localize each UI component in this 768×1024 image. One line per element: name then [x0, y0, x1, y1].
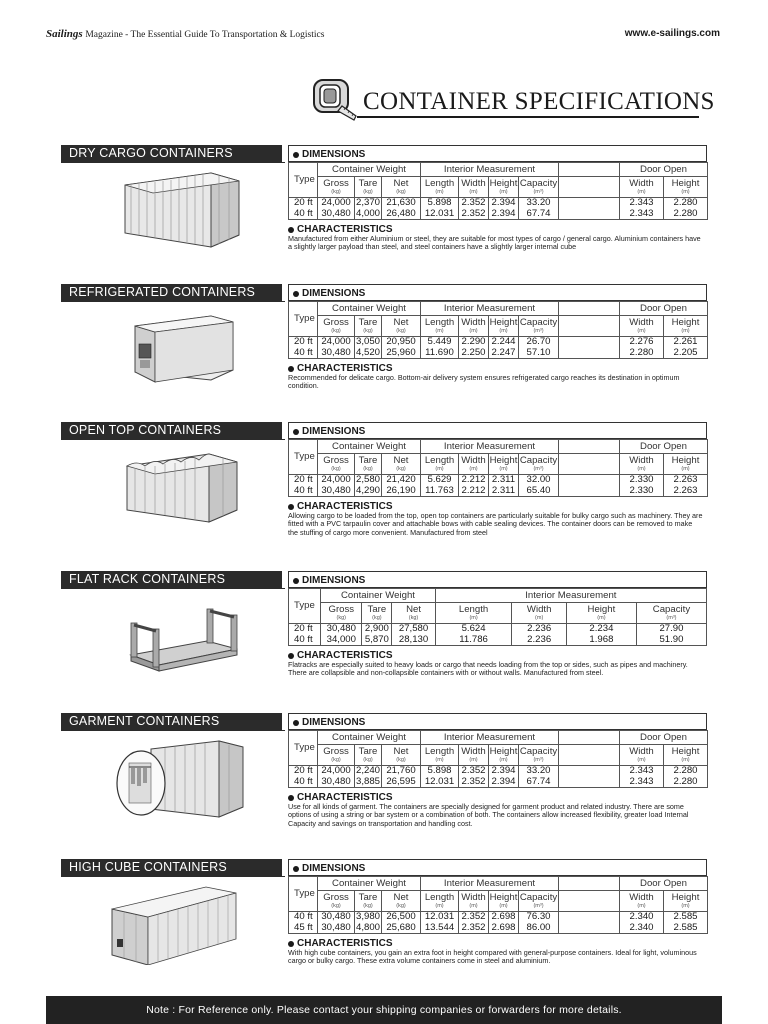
characteristics-text: Flatracks are especially suited to heavy loads or cargo that needs loading from the top or sides, such as pipes and machinery. There are collapsible and non-collapsible containers with or without walls. Manufactured from steel.	[288, 660, 688, 678]
dimensions-panel	[288, 422, 707, 537]
dimensions-heading: DIMENSIONS	[288, 713, 707, 730]
refrigerated-container-icon	[115, 308, 245, 390]
spec-table: Type Container Weight Interior Measurement Door Open Gross (kg) Tare (kg) Net (kg) Length (m) Width (m) Height (m) Capacity (m³) Width (m) Height (m) 20 ft 40 ft 24,000 30,480 2,370 4,000 21,630 26,480 5.898 12.031 2.352 2.352 2.394 2.394 33.20 67.74 2.343 2.343 2.280 2.280	[288, 162, 708, 220]
characteristics-text: Manufactured from either Aluminium or steel, they are suitable for most types of cargo / general cargo. Aluminium containers have a slightly larger payload than steel, and steel containers have a slightly larger internal cube	[288, 234, 701, 252]
dimensions-panel	[288, 571, 707, 678]
characteristics-text: Use for all kinds of garment. The containers are specially designed for garment product and related industry. There are some options of using a string or bar system or a combination of both. The containers allow increased flexibility, greater load Internal Capacity and savings on transportation and handling cost.	[288, 802, 689, 828]
spec-table: Type Container Weight Interior Measurement Door Open Gross (kg) Tare (kg) Net (kg) Length (m) Width (m) Height (m) Capacity (m³) Width (m) Height (m) 20 ft 40 ft 24,000 30,480 2,240 3,885 21,760 26,595 5.898 12.031 2.352 2.352 2.394 2.394 33.20 67.74 2.343 2.343 2.280 2.280	[288, 730, 708, 788]
spec-table: Type Container Weight Interior Measurement Door Open Gross (kg) Tare (kg) Net (kg) Length (m) Width (m) Height (m) Capacity (m³) Width (m) Height (m) 20 ft 40 ft 24,000 30,480 3,050 4,520 20,950 25,960 5.449 11.690 2.290 2.250 2.244 2.247 26.70 57.10 2.276 2.280 2.261 2.205	[288, 301, 708, 359]
characteristics-text: With high cube containers, you gain an extra foot in height compared with general-purpose containers. Ideal for light, voluminous cargo or bulky cargo. These extra volume containers come in steel and aluminium.	[288, 948, 697, 966]
bullet-icon	[293, 152, 299, 158]
open-top-container-icon	[115, 446, 245, 528]
section-rule	[61, 162, 285, 163]
high-cube-container-icon	[91, 883, 251, 965]
dimensions-heading: DIMENSIONS	[288, 145, 707, 162]
bullet-icon	[293, 429, 299, 435]
tape-measure-icon	[308, 76, 358, 122]
table-row: 20 ft 40 ft 24,000 30,480 2,370 4,000 21,630 26,480 5.898 12.031 2.352 2.352 2.394 2.394 33.20 67.74 2.343 2.343 2.280 2.280	[289, 198, 708, 220]
characteristics-heading: CHARACTERISTICS	[288, 938, 707, 949]
characteristics-text: Recommended for delicate cargo. Bottom-air delivery system ensures refrigerated cargo reaches its destination in optimum condition.	[288, 373, 680, 391]
section-title: DRY CARGO CONTAINERS	[61, 145, 282, 162]
table-row: 40 ft 45 ft 30,480 30,480 3,980 4,800 26,500 25,680 12.031 13.544 2.352 2.352 2.698 2.698 76.30 86.00 2.340 2.340 2.585 2.585	[289, 912, 708, 934]
dimensions-panel	[288, 145, 707, 252]
section-title: OPEN TOP CONTAINERS	[61, 422, 282, 439]
table-row: 20 ft 40 ft 24,000 30,480 3,050 4,520 20,950 25,960 5.449 11.690 2.290 2.250 2.244 2.247 26.70 57.10 2.276 2.280 2.261 2.205	[289, 337, 708, 359]
table-row: 20 ft 40 ft 24,000 30,480 2,240 3,885 21,760 26,595 5.898 12.031 2.352 2.352 2.394 2.394 33.20 67.74 2.343 2.343 2.280 2.280	[289, 766, 708, 788]
dimensions-heading: DIMENSIONS	[288, 284, 707, 301]
spec-table: Type Container Weight Interior Measurement Gross (kg) Tare (kg) Net (kg) Length (m) Width (m) Height (m) Capacity (m³) 20 ft 40 ft 30,480 34,000 2,900 5,870 27,580 28,130 5.624 11.786 2.236 2.236 2.234 1.968 27.90 51.90	[288, 588, 707, 646]
bullet-icon	[288, 366, 294, 372]
section-rule	[61, 876, 285, 877]
dimensions-heading: DIMENSIONS	[288, 422, 707, 439]
bullet-icon	[288, 504, 294, 510]
bullet-icon	[288, 227, 294, 233]
title-block	[305, 74, 715, 124]
section-title: FLAT RACK CONTAINERS	[61, 571, 282, 588]
section-title: HIGH CUBE CONTAINERS	[61, 859, 282, 876]
spec-table: Type Container Weight Interior Measurement Door Open Gross (kg) Tare (kg) Net (kg) Length (m) Width (m) Height (m) Capacity (m³) Width (m) Height (m) 40 ft 45 ft 30,480 30,480 3,980 4,800 26,500 25,680 12.031 13.544 2.352 2.352 2.698 2.698 76.30 86.00 2.340 2.340 2.585 2.585	[288, 876, 708, 934]
dimensions-panel	[288, 859, 707, 966]
bullet-icon	[293, 291, 299, 297]
section-title: GARMENT CONTAINERS	[61, 713, 282, 730]
characteristics-heading: CHARACTERISTICS	[288, 363, 707, 374]
characteristics-text: Allowing cargo to be loaded from the top, open top containers are particularly suitable for bulky cargo such as machinery. They are fitted with a PVC tarpaulin cover and attachable bows with cable sealing devices. The container doors can be removed to make the stuffing of cargo more convenient. Manufactured from steel	[288, 511, 703, 537]
page-title: CONTAINER SPECIFICATIONS	[363, 88, 715, 115]
characteristics-heading: CHARACTERISTICS	[288, 501, 707, 512]
website-link[interactable]: www.e-sailings.com	[624, 28, 720, 39]
dimensions-heading: DIMENSIONS	[288, 859, 707, 876]
bullet-icon	[288, 941, 294, 947]
characteristics-heading: CHARACTERISTICS	[288, 792, 707, 803]
bullet-icon	[288, 795, 294, 801]
flat-rack-container-icon	[115, 595, 245, 677]
garment-container-icon	[115, 735, 245, 821]
brand-logo: Sailings	[46, 28, 83, 40]
footer-note: Note : For Reference only. Please contact your shipping companies or forwarders for more details.	[46, 996, 722, 1024]
section-rule	[61, 439, 285, 440]
dry-cargo-container-icon	[115, 169, 245, 251]
table-row: 20 ft 40 ft 24,000 30,480 2,580 4,290 21,420 26,190 5.629 11.763 2.212 2.212 2.311 2.311 32.00 65.40 2.330 2.330 2.263 2.263	[289, 475, 708, 497]
section-rule	[61, 730, 285, 731]
bullet-icon	[293, 866, 299, 872]
title-underline	[357, 116, 699, 118]
section-rule	[61, 588, 285, 589]
section-rule	[61, 301, 285, 302]
characteristics-heading: CHARACTERISTICS	[288, 650, 707, 661]
tagline: Magazine - The Essential Guide To Transportation & Logistics	[85, 30, 325, 40]
dimensions-heading: DIMENSIONS	[288, 571, 707, 588]
bullet-icon	[288, 653, 294, 659]
dimensions-panel	[288, 713, 707, 828]
spec-table: Type Container Weight Interior Measurement Door Open Gross (kg) Tare (kg) Net (kg) Length (m) Width (m) Height (m) Capacity (m³) Width (m) Height (m) 20 ft 40 ft 24,000 30,480 2,580 4,290 21,420 26,190 5.629 11.763 2.212 2.212 2.311 2.311 32.00 65.40 2.330 2.330 2.263 2.263	[288, 439, 708, 497]
page-header	[46, 28, 720, 42]
table-row: 20 ft 40 ft 30,480 34,000 2,900 5,870 27,580 28,130 5.624 11.786 2.236 2.236 2.234 1.968 27.90 51.90	[289, 624, 707, 646]
bullet-icon	[293, 578, 299, 584]
bullet-icon	[293, 720, 299, 726]
dimensions-panel	[288, 284, 707, 391]
section-title: REFRIGERATED CONTAINERS	[61, 284, 282, 301]
characteristics-heading: CHARACTERISTICS	[288, 224, 707, 235]
